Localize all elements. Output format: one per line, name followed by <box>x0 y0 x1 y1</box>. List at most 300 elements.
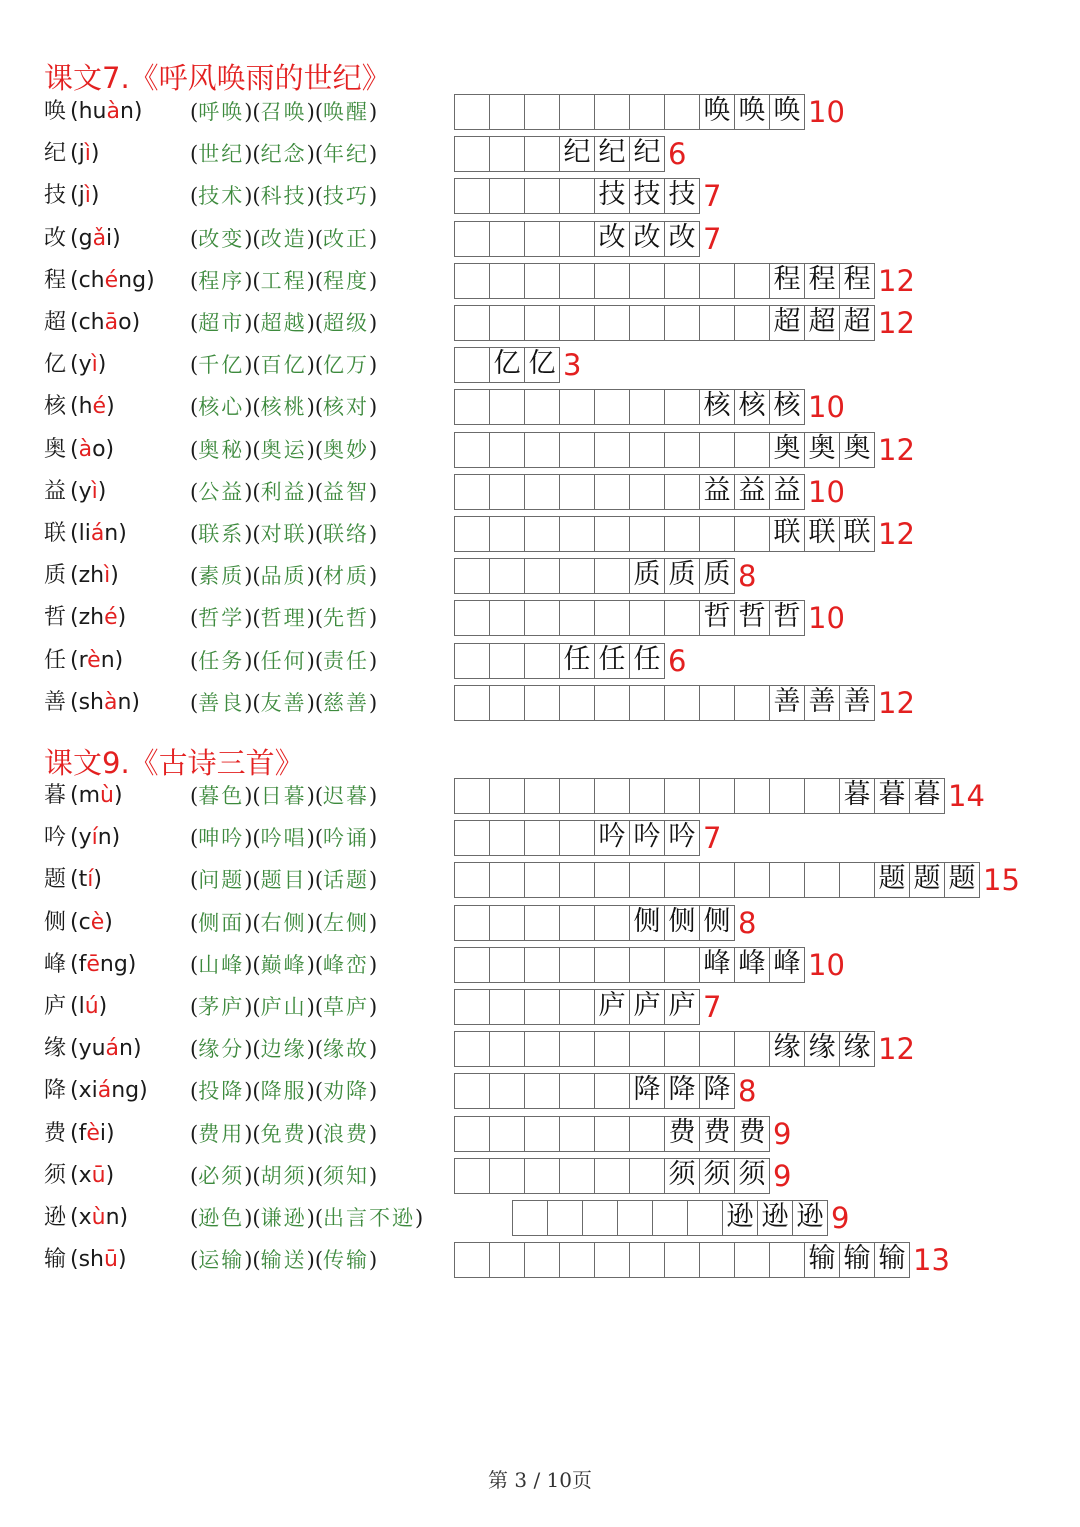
character: 须 <box>44 1162 67 1188</box>
word: 责任 <box>323 648 370 673</box>
pinyin <box>70 349 106 381</box>
stroke-step-box: 改 <box>594 221 630 257</box>
bracket: ) <box>369 1037 378 1062</box>
word-list <box>190 307 377 339</box>
character-row <box>44 432 1074 468</box>
bracket: ) <box>244 522 253 546</box>
stroke-step-box: 纪 <box>629 136 665 172</box>
bracket: ) <box>369 353 378 378</box>
stroke-step-box <box>454 432 490 468</box>
stroke-step-box <box>734 516 770 552</box>
word-list <box>190 349 377 381</box>
stroke-order <box>454 1242 950 1278</box>
word: 问题 <box>198 868 245 893</box>
stroke-step-box <box>489 516 525 552</box>
stroke-step-box: 峰 <box>734 947 770 983</box>
word: 核桃 <box>260 395 307 420</box>
pinyin <box>70 864 102 896</box>
bracket: ( <box>252 910 261 935</box>
bracket: ( <box>252 100 261 124</box>
stroke-step-box <box>734 432 770 468</box>
bracket: ) <box>306 437 315 462</box>
bracket: ( <box>190 784 199 808</box>
pinyin-tone: ú <box>84 994 99 1019</box>
stroke-step-box: 哲 <box>699 600 735 636</box>
character-row <box>44 178 1074 214</box>
stroke-step-box <box>594 1158 630 1194</box>
stroke-step-box: 缘 <box>769 1031 805 1067</box>
stroke-step-box: 须 <box>664 1158 700 1194</box>
stroke-step-box: 超 <box>769 305 805 341</box>
bracket: ( <box>252 1206 261 1230</box>
word: 改正 <box>323 226 370 251</box>
pinyin-part: (r <box>70 647 88 673</box>
pinyin <box>70 1202 128 1234</box>
bracket: ( <box>190 479 199 504</box>
stroke-step-box <box>559 1158 595 1194</box>
stroke-step-box <box>629 1242 665 1278</box>
stroke-step-box: 善 <box>769 685 805 721</box>
bracket: ) <box>244 479 253 504</box>
stroke-step-box: 技 <box>629 178 665 214</box>
word-list <box>190 138 377 170</box>
stroke-step-box <box>629 947 665 983</box>
section-title: 课文9.《古诗三首》 <box>44 746 304 780</box>
stroke-step-box <box>652 1200 688 1236</box>
word: 哲理 <box>260 606 307 631</box>
stroke-step-box <box>594 389 630 425</box>
stroke-step-box <box>664 862 700 898</box>
bracket: ( <box>190 311 199 335</box>
bracket: ) <box>306 142 315 167</box>
character-row <box>44 600 1074 636</box>
bracket: ( <box>252 395 261 420</box>
word-list <box>190 1118 377 1150</box>
character: 降 <box>44 1078 67 1104</box>
word-list <box>190 780 377 812</box>
word: 峰峦 <box>323 952 370 977</box>
stroke-order <box>454 947 845 983</box>
stroke-step-box: 技 <box>664 178 700 214</box>
bracket: ( <box>252 690 261 715</box>
pinyin-tone: ā <box>104 310 119 335</box>
stroke-step-box <box>769 862 805 898</box>
stroke-step-box: 庐 <box>629 989 665 1025</box>
stroke-step-box <box>839 862 875 898</box>
word: 胡须 <box>260 1163 307 1188</box>
stroke-step-box <box>454 263 490 299</box>
stroke-step-box: 暮 <box>839 778 875 814</box>
pinyin-part: (y <box>70 478 92 504</box>
stroke-order <box>454 820 721 856</box>
character: 输 <box>44 1247 67 1273</box>
bracket: ) <box>244 311 253 335</box>
bracket: ( <box>252 952 261 977</box>
pinyin-part: (f <box>70 1120 87 1146</box>
stroke-step-box: 须 <box>734 1158 770 1194</box>
pinyin-part: ( <box>70 436 79 462</box>
pinyin <box>70 434 114 466</box>
stroke-step-box <box>629 685 665 721</box>
word: 奥秘 <box>198 437 245 462</box>
word: 话题 <box>323 868 370 893</box>
pinyin-tone: ì <box>84 141 91 167</box>
stroke-step-box <box>489 643 525 679</box>
stroke-order <box>454 558 756 594</box>
word: 任何 <box>260 648 307 673</box>
bracket: ( <box>314 142 324 167</box>
pinyin-part: (y <box>70 352 92 378</box>
bracket: ) <box>306 826 315 851</box>
stroke-count: 12 <box>878 263 915 298</box>
pinyin-part: ) <box>110 563 119 589</box>
stroke-step-box: 超 <box>804 305 840 341</box>
stroke-step-box <box>617 1200 653 1236</box>
stroke-step-box: 核 <box>699 389 735 425</box>
pinyin-tone: é <box>104 267 119 293</box>
character-row <box>44 1073 1074 1109</box>
word: 益智 <box>323 479 370 504</box>
stroke-step-box <box>489 558 525 594</box>
word: 逊色 <box>198 1206 245 1230</box>
stroke-step-box <box>489 989 525 1025</box>
word: 超级 <box>323 311 370 335</box>
character: 唤 <box>44 99 67 124</box>
bracket: ( <box>190 1163 199 1188</box>
bracket: ) <box>369 648 378 673</box>
bracket: ) <box>369 1079 378 1104</box>
pinyin <box>70 822 120 854</box>
word: 联系 <box>198 522 245 546</box>
stroke-step-box <box>489 389 525 425</box>
character-row <box>44 136 1074 172</box>
bracket: ) <box>369 1248 378 1273</box>
bracket: ( <box>190 1206 199 1230</box>
pinyin-part: (m <box>70 783 101 808</box>
pinyin-part: (j <box>70 183 85 209</box>
bracket: ) <box>369 995 378 1019</box>
character-row <box>44 347 1074 383</box>
word: 右侧 <box>260 910 307 935</box>
stroke-step-box <box>664 778 700 814</box>
stroke-count: 10 <box>808 390 845 425</box>
stroke-step-box <box>524 947 560 983</box>
stroke-step-box <box>804 862 840 898</box>
pinyin-part: ) <box>90 141 100 167</box>
bracket: ) <box>244 648 253 673</box>
pinyin-part: n) <box>100 647 124 673</box>
pinyin-tone: ì <box>84 183 91 209</box>
stroke-step-box <box>524 305 560 341</box>
stroke-step-box <box>594 516 630 552</box>
bracket: ( <box>252 522 261 546</box>
word: 利益 <box>260 479 307 504</box>
character-row <box>44 1116 1074 1152</box>
pinyin <box>70 780 123 812</box>
word: 暮色 <box>198 784 245 808</box>
word: 传输 <box>323 1248 370 1273</box>
character: 亿 <box>44 352 67 378</box>
stroke-step-box <box>559 221 595 257</box>
character-row <box>44 905 1074 941</box>
bracket: ) <box>369 479 378 504</box>
word-list <box>190 991 377 1023</box>
bracket: ) <box>244 995 253 1019</box>
stroke-step-box <box>699 685 735 721</box>
stroke-step-box: 逊 <box>757 1200 793 1236</box>
bracket: ) <box>244 952 253 977</box>
bracket: ) <box>369 226 378 251</box>
bracket: ( <box>190 952 199 977</box>
pinyin <box>70 645 123 677</box>
character: 哲 <box>44 605 67 631</box>
word-list <box>190 96 377 128</box>
stroke-step-box <box>489 947 525 983</box>
stroke-step-box: 哲 <box>734 600 770 636</box>
pinyin <box>70 307 140 339</box>
stroke-order <box>454 778 985 814</box>
pinyin-part: i) <box>99 1120 115 1146</box>
stroke-count: 6 <box>668 643 687 678</box>
bracket: ( <box>252 606 261 631</box>
bracket: ) <box>306 226 315 251</box>
stroke-step-box <box>524 474 560 510</box>
bracket: ( <box>252 226 261 251</box>
pinyin-part: n) <box>97 825 121 851</box>
pinyin-tone: ǎ <box>92 225 107 251</box>
pinyin-part: (hu <box>70 99 107 124</box>
pinyin-part: ) <box>90 183 100 209</box>
word: 程序 <box>198 268 245 293</box>
stroke-step-box: 联 <box>769 516 805 552</box>
bracket: ( <box>314 1037 324 1062</box>
stroke-step-box <box>489 1073 525 1109</box>
stroke-step-box <box>559 1242 595 1278</box>
stroke-step-box: 峰 <box>699 947 735 983</box>
stroke-step-box <box>594 600 630 636</box>
bracket: ( <box>252 1121 261 1146</box>
stroke-step-box <box>454 558 490 594</box>
stroke-step-box <box>489 820 525 856</box>
word: 免费 <box>260 1121 307 1146</box>
bracket: ( <box>190 690 199 715</box>
stroke-step-box <box>489 221 525 257</box>
bracket: ) <box>369 606 378 631</box>
pinyin-tone: á <box>90 521 105 546</box>
stroke-step-box <box>629 94 665 130</box>
bracket: ( <box>190 353 199 378</box>
word-list <box>190 602 377 634</box>
word: 哲学 <box>198 606 245 631</box>
pinyin-part: n) <box>119 1036 142 1062</box>
stroke-step-box <box>489 1242 525 1278</box>
stroke-order <box>454 862 1020 898</box>
stroke-step-box <box>559 685 595 721</box>
pinyin-part: (t <box>70 867 88 893</box>
stroke-step-box: 唤 <box>769 94 805 130</box>
stroke-step-box: 须 <box>699 1158 735 1194</box>
stroke-step-box: 任 <box>629 643 665 679</box>
stroke-step-box <box>454 862 490 898</box>
stroke-step-box <box>804 778 840 814</box>
pinyin-tone: ū <box>91 1162 106 1188</box>
stroke-step-box: 降 <box>629 1073 665 1109</box>
pinyin-tone: á <box>105 1036 120 1062</box>
bracket: ( <box>252 311 261 335</box>
stroke-step-box <box>594 778 630 814</box>
stroke-step-box: 降 <box>664 1073 700 1109</box>
pinyin-part: ng) <box>99 951 137 977</box>
word: 巅峰 <box>260 952 307 977</box>
stroke-step-box <box>454 347 490 383</box>
stroke-step-box <box>559 474 595 510</box>
bracket: ( <box>190 868 199 893</box>
bracket: ) <box>369 1163 378 1188</box>
stroke-count: 10 <box>808 95 845 129</box>
stroke-count: 8 <box>738 1074 757 1109</box>
stroke-count: 7 <box>703 179 722 214</box>
pinyin-part: (g <box>70 225 93 251</box>
bracket: ) <box>369 564 378 589</box>
stroke-count: 8 <box>738 559 757 594</box>
stroke-step-box <box>524 136 560 172</box>
stroke-count: 12 <box>878 517 915 551</box>
stroke-step-box <box>699 778 735 814</box>
character-row <box>44 94 1074 130</box>
stroke-step-box: 侧 <box>629 905 665 941</box>
pinyin-tone: è <box>87 647 101 673</box>
pinyin-tone: ì <box>91 352 98 378</box>
character: 纪 <box>44 141 67 167</box>
pinyin-part: ) <box>98 994 108 1019</box>
character-row <box>44 1031 1074 1067</box>
bracket: ) <box>244 784 253 808</box>
stroke-order <box>454 989 721 1025</box>
word: 召唤 <box>260 100 307 124</box>
word: 劝降 <box>323 1079 370 1104</box>
character-row <box>44 778 1074 814</box>
pinyin-part: ) <box>105 1162 115 1188</box>
page-number: 第 3 / 10页 <box>488 1468 592 1492</box>
stroke-step-box <box>594 862 630 898</box>
stroke-step-box <box>664 947 700 983</box>
pinyin <box>70 223 121 255</box>
stroke-count: 13 <box>913 1243 950 1278</box>
bracket: ) <box>306 1206 315 1230</box>
stroke-order <box>454 905 756 941</box>
stroke-step-box: 费 <box>699 1116 735 1152</box>
bracket: ) <box>306 606 315 631</box>
stroke-step-box <box>454 221 490 257</box>
stroke-order <box>454 136 686 172</box>
stroke-step-box <box>489 862 525 898</box>
bracket: ( <box>252 1037 261 1062</box>
bracket: ( <box>314 1248 324 1273</box>
stroke-step-box: 唤 <box>699 94 735 130</box>
pinyin-part: o) <box>118 310 141 335</box>
stroke-step-box <box>559 94 595 130</box>
stroke-step-box <box>734 1242 770 1278</box>
bracket: ( <box>252 1079 261 1104</box>
bracket: ) <box>306 1121 315 1146</box>
word-list <box>190 1075 377 1107</box>
stroke-step-box <box>629 305 665 341</box>
stroke-step-box: 侧 <box>664 905 700 941</box>
stroke-step-box: 缘 <box>839 1031 875 1067</box>
stroke-step-box <box>524 1116 560 1152</box>
stroke-step-box: 输 <box>804 1242 840 1278</box>
pinyin-part: ) <box>97 352 107 378</box>
bracket: ) <box>306 995 315 1019</box>
bracket: ( <box>252 826 261 851</box>
stroke-step-box <box>559 1073 595 1109</box>
bracket: ( <box>314 437 324 462</box>
stroke-step-box <box>664 389 700 425</box>
word: 工程 <box>260 268 307 293</box>
stroke-step-box <box>594 558 630 594</box>
character: 善 <box>44 689 67 715</box>
word: 投降 <box>198 1079 245 1104</box>
bracket: ) <box>306 522 315 546</box>
bracket: ) <box>244 606 253 631</box>
pinyin-tone: è <box>86 1120 100 1146</box>
stroke-step-box <box>489 1116 525 1152</box>
stroke-order <box>454 263 915 299</box>
pinyin-part: (yu <box>70 1036 106 1062</box>
bracket: ( <box>190 437 199 462</box>
word-list <box>190 1160 377 1192</box>
stroke-step-box: 吟 <box>664 820 700 856</box>
word: 世纪 <box>198 142 245 167</box>
stroke-step-box: 亿 <box>524 347 560 383</box>
pinyin-tone: í <box>87 867 94 893</box>
pinyin-tone: ù <box>91 1205 106 1230</box>
word-list <box>190 645 377 677</box>
stroke-step-box: 逊 <box>792 1200 828 1236</box>
stroke-step-box <box>489 178 525 214</box>
stroke-count: 10 <box>808 947 845 982</box>
bracket: ( <box>252 353 261 378</box>
stroke-step-box: 暮 <box>874 778 910 814</box>
stroke-step-box <box>489 1031 525 1067</box>
word-list <box>190 1244 377 1276</box>
stroke-step-box <box>699 1242 735 1278</box>
stroke-step-box <box>664 305 700 341</box>
stroke-order <box>454 221 721 257</box>
word: 核对 <box>323 395 370 420</box>
stroke-step-box <box>734 778 770 814</box>
stroke-step-box <box>489 263 525 299</box>
bracket: ( <box>252 1163 261 1188</box>
bracket: ) <box>244 1206 253 1230</box>
stroke-step-box <box>699 432 735 468</box>
bracket: ( <box>314 784 324 808</box>
stroke-count: 10 <box>808 601 845 636</box>
bracket: ) <box>369 868 378 893</box>
character: 益 <box>44 478 67 504</box>
stroke-step-box <box>699 1031 735 1067</box>
stroke-step-box <box>594 685 630 721</box>
pinyin-tone: ē <box>86 951 100 977</box>
stroke-step-box <box>524 432 560 468</box>
stroke-step-box: 质 <box>699 558 735 594</box>
bracket: ) <box>369 395 378 420</box>
stroke-step-box <box>734 685 770 721</box>
word: 科技 <box>260 184 307 209</box>
pinyin-part: ng) <box>111 1078 148 1104</box>
stroke-count: 15 <box>983 863 1020 898</box>
word: 浪费 <box>323 1121 370 1146</box>
